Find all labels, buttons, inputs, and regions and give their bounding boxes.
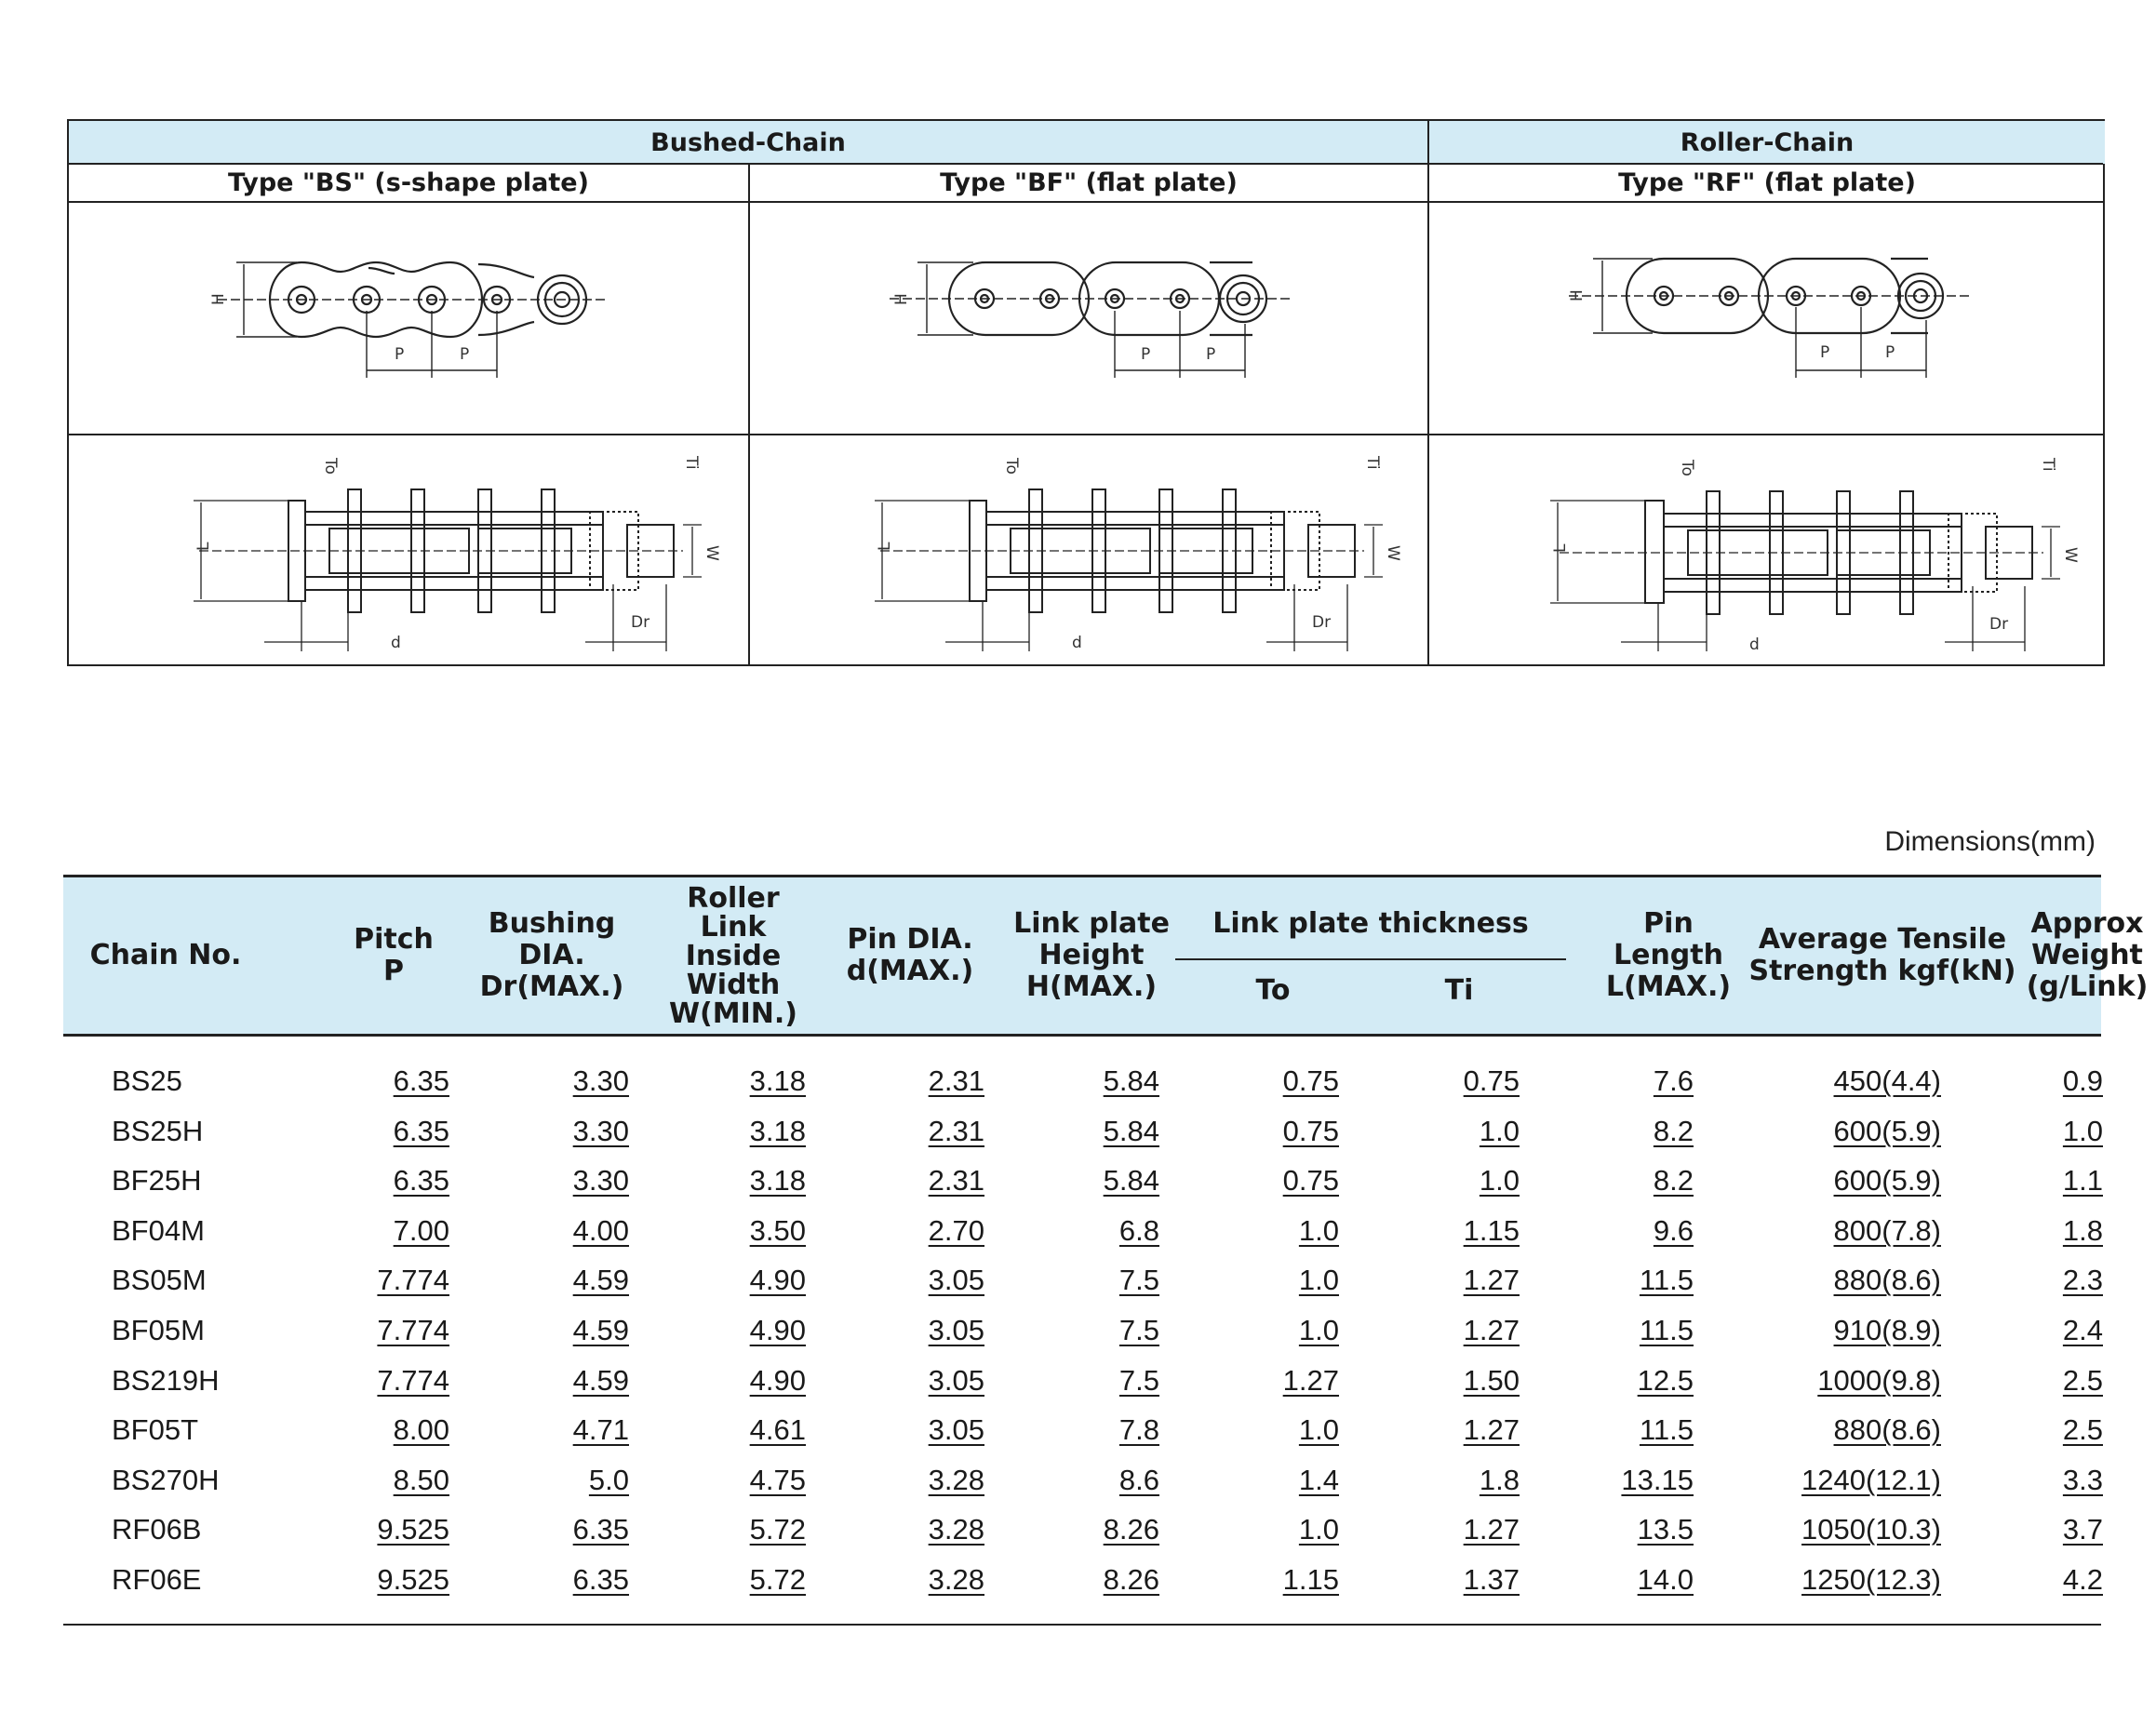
- table-row: [63, 1207, 2101, 1257]
- cell-tensile: 1000(9.8): [1817, 1363, 1941, 1397]
- cell-pin-dia: 2.31: [928, 1064, 984, 1097]
- cell-bushing-dia: 6.35: [572, 1562, 629, 1596]
- divider: [69, 163, 2103, 165]
- cell-weight: 1.0: [2062, 1114, 2103, 1147]
- cell-inside-width: 3.18: [749, 1164, 806, 1198]
- cell-chain-no: BF05T: [112, 1413, 199, 1447]
- cell-pitch: 8.50: [393, 1463, 449, 1496]
- dim-d-label: d: [1749, 636, 1760, 654]
- cell-to: 1.0: [1298, 1213, 1339, 1247]
- table-row: [63, 1506, 2101, 1556]
- cell-chain-no: BS05M: [112, 1264, 207, 1297]
- cell-inside-width: 5.72: [749, 1513, 806, 1546]
- cell-tensile: 1050(10.3): [1801, 1513, 1941, 1546]
- dim-p-label: P: [1141, 345, 1151, 364]
- cell-pin-dia: 3.28: [928, 1463, 984, 1496]
- dim-l-label: L: [1551, 543, 1570, 553]
- table-row: [63, 1406, 2101, 1456]
- dim-ti-label: Ti: [1363, 456, 1382, 470]
- cell-pin-dia: 3.05: [928, 1313, 984, 1346]
- table-row: [63, 1157, 2101, 1207]
- cell-pin-length: 8.2: [1653, 1114, 1694, 1147]
- rf-top-view-diagram: [1429, 435, 2105, 666]
- rf-side-view-diagram: [1429, 203, 2105, 434]
- cell-pin-length: 11.5: [1639, 1413, 1694, 1447]
- cell-plate-height: 7.8: [1118, 1413, 1159, 1447]
- dim-dr-label: Dr: [1989, 615, 2009, 634]
- bf-side-view-diagram: [750, 203, 1427, 434]
- cell-pitch: 9.525: [377, 1513, 449, 1546]
- cell-chain-no: BS270H: [112, 1463, 220, 1496]
- cell-weight: 4.2: [2062, 1562, 2103, 1596]
- cell-pin-length: 11.5: [1639, 1313, 1694, 1346]
- cell-pitch: 7.774: [377, 1363, 449, 1397]
- cell-bushing-dia: 4.00: [572, 1213, 629, 1247]
- cell-plate-height: 8.26: [1103, 1562, 1159, 1596]
- cell-to: 1.0: [1298, 1313, 1339, 1346]
- bs-side-view-diagram: [69, 203, 748, 434]
- cell-tensile: 880(8.6): [1833, 1413, 1941, 1447]
- cell-to: 0.75: [1282, 1064, 1339, 1097]
- table-header: [63, 875, 2149, 1037]
- header-chain-no: Chain No.: [89, 939, 242, 971]
- cell-ti: 0.75: [1463, 1064, 1520, 1097]
- cell-pitch: 7.00: [393, 1213, 449, 1247]
- cell-chain-no: BF04M: [112, 1213, 205, 1247]
- cell-ti: 1.37: [1463, 1562, 1520, 1596]
- cell-pin-length: 11.5: [1639, 1264, 1694, 1297]
- cell-tensile: 1240(12.1): [1801, 1463, 1941, 1496]
- header-plate-height: Link plate Height H(MAX.): [1013, 907, 1170, 1003]
- dim-dr-label: Dr: [1312, 613, 1332, 632]
- cell-pin-dia: 3.28: [928, 1513, 984, 1546]
- cell-pin-dia: 2.31: [928, 1164, 984, 1198]
- cell-pin-dia: 3.05: [928, 1363, 984, 1397]
- dim-d-label: d: [1072, 634, 1082, 652]
- header-ti: Ti: [1444, 974, 1474, 1007]
- cell-pin-dia: 2.70: [928, 1213, 984, 1247]
- cell-to: 1.4: [1298, 1463, 1339, 1496]
- cell-plate-height: 8.6: [1118, 1463, 1159, 1496]
- header-roller-link-width: Roller Link Inside Width W(MIN.): [668, 881, 798, 1030]
- cell-inside-width: 4.90: [749, 1313, 806, 1346]
- cell-pitch: 6.35: [393, 1114, 449, 1147]
- dim-p-label: P: [1206, 345, 1216, 364]
- cell-pitch: 8.00: [393, 1413, 449, 1447]
- cell-ti: 1.0: [1479, 1114, 1520, 1147]
- cell-bushing-dia: 5.0: [588, 1463, 629, 1496]
- cell-chain-no: BF25H: [112, 1164, 202, 1198]
- cell-pitch: 7.774: [377, 1313, 449, 1346]
- cell-pin-dia: 3.28: [928, 1562, 984, 1596]
- cell-bushing-dia: 6.35: [572, 1513, 629, 1546]
- cell-pin-dia: 3.05: [928, 1413, 984, 1447]
- cell-chain-no: BS219H: [112, 1363, 220, 1397]
- bs-top-view-diagram: [69, 435, 748, 666]
- cell-inside-width: 4.61: [749, 1413, 806, 1447]
- dim-h-label: H: [209, 293, 228, 305]
- cell-to: 0.75: [1282, 1114, 1339, 1147]
- cell-pitch: 6.35: [393, 1064, 449, 1097]
- cell-weight: 2.5: [2062, 1363, 2103, 1397]
- cell-pin-length: 8.2: [1653, 1164, 1694, 1198]
- dimensions-unit-note: Dimensions(mm): [1884, 826, 2096, 857]
- dim-p-label: P: [395, 345, 405, 364]
- dim-dr-label: Dr: [631, 613, 650, 632]
- cell-inside-width: 3.18: [749, 1064, 806, 1097]
- cell-bushing-dia: 4.59: [572, 1264, 629, 1297]
- cell-bushing-dia: 3.30: [572, 1114, 629, 1147]
- cell-plate-height: 7.5: [1118, 1313, 1159, 1346]
- cell-weight: 3.3: [2062, 1463, 2103, 1496]
- cell-weight: 1.1: [2062, 1164, 2103, 1198]
- header-pin-dia: Pin DIA. d(MAX.): [846, 923, 974, 987]
- cell-plate-height: 7.5: [1118, 1264, 1159, 1297]
- dim-to-label: To: [1002, 458, 1021, 475]
- cell-bushing-dia: 4.59: [572, 1363, 629, 1397]
- cell-inside-width: 3.50: [749, 1213, 806, 1247]
- cell-to: 1.27: [1282, 1363, 1339, 1397]
- cell-pin-length: 7.6: [1653, 1064, 1694, 1097]
- cell-pin-dia: 2.31: [928, 1114, 984, 1147]
- cell-weight: 3.7: [2062, 1513, 2103, 1546]
- type-header-bs: Type "BS" (s-shape plate): [228, 167, 589, 197]
- chain-diagram-panel: [67, 119, 2105, 666]
- cell-tensile: 600(5.9): [1833, 1114, 1941, 1147]
- cell-ti: 1.27: [1463, 1264, 1520, 1297]
- dim-p-label: P: [1820, 343, 1830, 362]
- cell-weight: 2.3: [2062, 1264, 2103, 1297]
- cell-pitch: 9.525: [377, 1562, 449, 1596]
- cell-to: 0.75: [1282, 1164, 1339, 1198]
- dim-w-label: W: [703, 545, 721, 561]
- cell-ti: 1.15: [1463, 1213, 1520, 1247]
- header-bushing-dia: Bushing DIA. Dr(MAX.): [479, 907, 624, 1003]
- chain-spec-table: [63, 875, 2149, 1606]
- table-body: [63, 1037, 2101, 1606]
- cell-chain-no: RF06E: [112, 1562, 202, 1596]
- table-row: [63, 1556, 2101, 1606]
- dim-ti-label: Ti: [682, 456, 701, 470]
- cell-weight: 1.8: [2062, 1213, 2103, 1247]
- cell-ti: 1.27: [1463, 1413, 1520, 1447]
- cell-plate-height: 5.84: [1103, 1114, 1159, 1147]
- header-pitch: Pitch P: [354, 923, 434, 987]
- cell-ti: 1.8: [1479, 1463, 1520, 1496]
- header-approx-weight: Approx Weight (g/Link): [2026, 907, 2149, 1003]
- cell-to: 1.0: [1298, 1264, 1339, 1297]
- cell-inside-width: 4.90: [749, 1264, 806, 1297]
- cell-pin-dia: 3.05: [928, 1264, 984, 1297]
- cell-to: 1.0: [1298, 1513, 1339, 1546]
- cell-ti: 1.27: [1463, 1313, 1520, 1346]
- cell-tensile: 1250(12.3): [1801, 1562, 1941, 1596]
- cell-ti: 1.27: [1463, 1513, 1520, 1546]
- header-pin-length: Pin Length L(MAX.): [1605, 907, 1732, 1003]
- cell-to: 1.15: [1282, 1562, 1339, 1596]
- table-row: [63, 1306, 2101, 1357]
- cell-tensile: 910(8.9): [1833, 1313, 1941, 1346]
- dim-w-label: W: [1384, 545, 1402, 561]
- cell-ti: 1.50: [1463, 1363, 1520, 1397]
- table-row: [63, 1107, 2101, 1158]
- table-row: [63, 1357, 2101, 1407]
- header-tensile-strength: Average Tensile Strength kgf(kN): [1748, 923, 2016, 987]
- cell-plate-height: 5.84: [1103, 1064, 1159, 1097]
- divider: [63, 1624, 2101, 1626]
- divider: [1175, 958, 1566, 960]
- cell-inside-width: 4.90: [749, 1363, 806, 1397]
- table-row: [63, 1456, 2101, 1506]
- dim-l-label: L: [194, 542, 213, 551]
- bf-top-view-diagram: [750, 435, 1427, 666]
- dim-h-label: H: [1568, 289, 1587, 301]
- cell-to: 1.0: [1298, 1413, 1339, 1447]
- dim-w-label: W: [2061, 547, 2080, 563]
- cell-pin-length: 12.5: [1637, 1363, 1694, 1397]
- group-header-roller: Roller-Chain: [1429, 121, 2105, 164]
- group-header-bushed: Bushed-Chain: [69, 121, 1427, 164]
- cell-weight: 0.9: [2062, 1064, 2103, 1097]
- cell-inside-width: 4.75: [749, 1463, 806, 1496]
- cell-plate-height: 7.5: [1118, 1363, 1159, 1397]
- dim-l-label: L: [876, 542, 894, 551]
- cell-chain-no: BS25: [112, 1064, 182, 1097]
- dim-to-label: To: [1678, 460, 1696, 476]
- cell-tensile: 880(8.6): [1833, 1264, 1941, 1297]
- cell-pin-length: 13.15: [1621, 1463, 1694, 1496]
- dim-p-label: P: [1885, 343, 1895, 362]
- cell-bushing-dia: 4.71: [572, 1413, 629, 1447]
- table-row: [63, 1057, 2101, 1107]
- cell-chain-no: RF06B: [112, 1513, 202, 1546]
- cell-weight: 2.5: [2062, 1413, 2103, 1447]
- cell-weight: 2.4: [2062, 1313, 2103, 1346]
- cell-pin-length: 13.5: [1637, 1513, 1694, 1546]
- type-header-bf: Type "BF" (flat plate): [940, 167, 1238, 197]
- cell-pin-length: 14.0: [1637, 1562, 1694, 1596]
- header-plate-thickness: Link plate thickness: [1212, 907, 1529, 940]
- cell-inside-width: 3.18: [749, 1114, 806, 1147]
- cell-tensile: 600(5.9): [1833, 1164, 1941, 1198]
- dim-p-label: P: [460, 345, 470, 364]
- cell-bushing-dia: 3.30: [572, 1064, 629, 1097]
- cell-plate-height: 5.84: [1103, 1164, 1159, 1198]
- cell-bushing-dia: 4.59: [572, 1313, 629, 1346]
- type-header-rf: Type "RF" (flat plate): [1618, 167, 1916, 197]
- dim-d-label: d: [391, 634, 401, 652]
- cell-pitch: 6.35: [393, 1164, 449, 1198]
- cell-plate-height: 8.26: [1103, 1513, 1159, 1546]
- dim-h-label: H: [892, 293, 911, 305]
- cell-chain-no: BF05M: [112, 1313, 205, 1346]
- cell-bushing-dia: 3.30: [572, 1164, 629, 1198]
- cell-chain-no: BS25H: [112, 1114, 204, 1147]
- cell-tensile: 450(4.4): [1833, 1064, 1941, 1097]
- header-to: To: [1255, 974, 1291, 1007]
- cell-ti: 1.0: [1479, 1164, 1520, 1198]
- cell-pin-length: 9.6: [1653, 1213, 1694, 1247]
- dim-to-label: To: [321, 458, 340, 475]
- dim-ti-label: Ti: [2039, 458, 2057, 472]
- cell-tensile: 800(7.8): [1833, 1213, 1941, 1247]
- table-row: [63, 1256, 2101, 1306]
- cell-pitch: 7.774: [377, 1264, 449, 1297]
- cell-inside-width: 5.72: [749, 1562, 806, 1596]
- cell-plate-height: 6.8: [1118, 1213, 1159, 1247]
